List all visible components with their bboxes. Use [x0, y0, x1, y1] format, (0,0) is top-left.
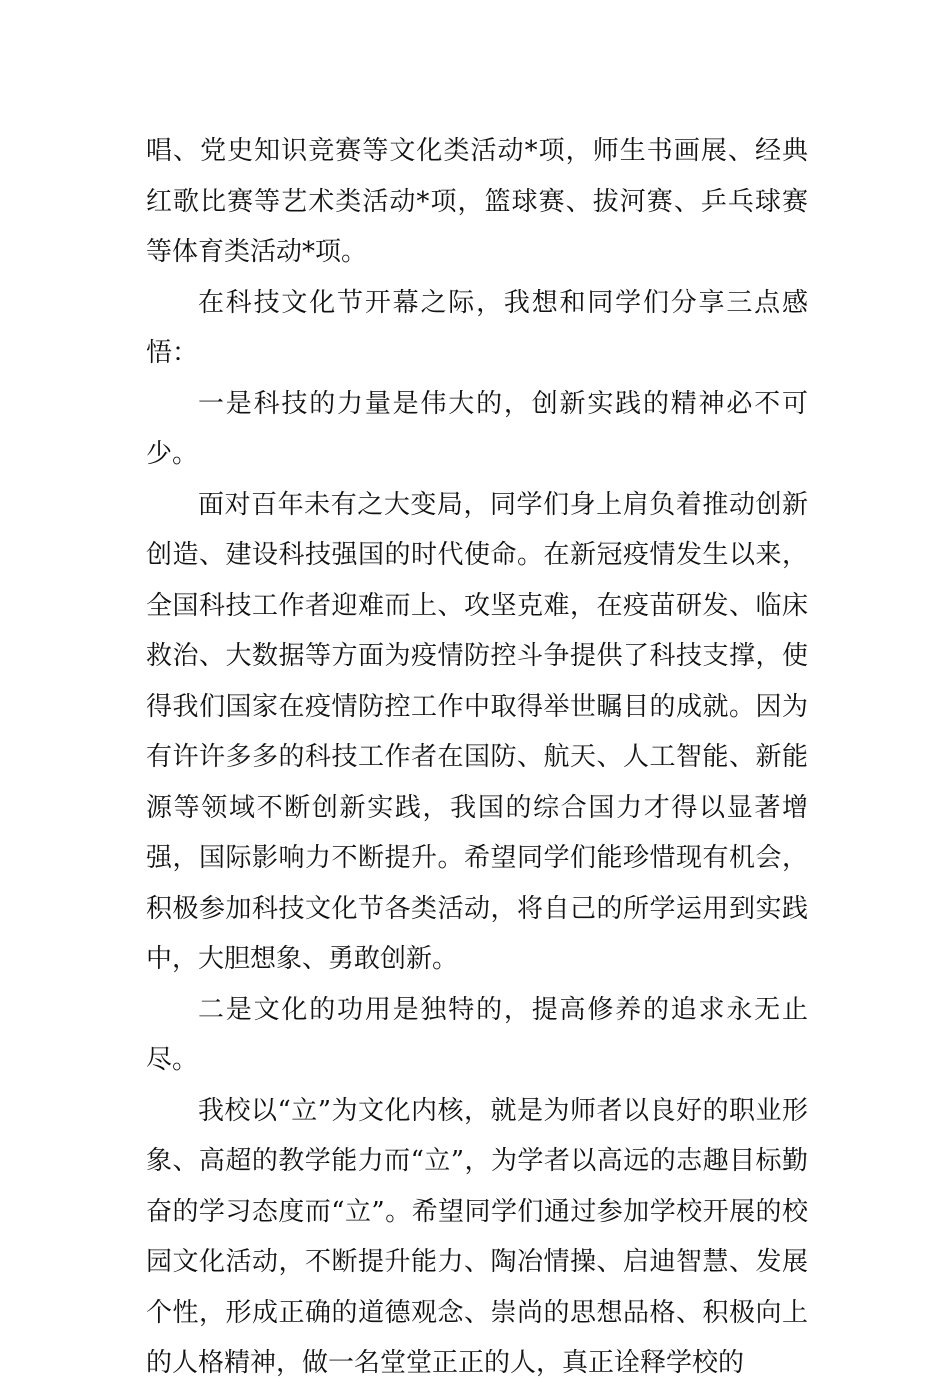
paragraph-6: 我校以“立”为文化内核，就是为师者以良好的职业形象、高超的教学能力而“立”，为学者以高远的志趣目标勤奋的学习态度而“立”。希望同学们通过参加学校开展的校园文化活动，不断提升能力、陶冶情操、启迪智慧、发展个性，形成正确的道德观念、崇尚的思想品格、积极向上的人格精神，做一名堂堂正正的人，真正诠释学校的	[146, 1095, 808, 1378]
paragraph-1: 唱、党史知识竞赛等文化类活动*项，师生书画展、经典红歌比赛等艺术类活动*项，篮球赛、拔河赛、乒乓球赛等体育类活动*项。	[146, 136, 808, 267]
paragraph-5: 二是文化的功用是独特的，提高修养的追求永无止尽。	[146, 994, 808, 1075]
paragraph-2: 在科技文化节开幕之际，我想和同学们分享三点感悟：	[146, 287, 808, 368]
paragraph-4: 面对百年未有之大变局，同学们身上肩负着推动创新创造、建设科技强国的时代使命。在新冠疫情发生以来，全国科技工作者迎难而上、攻坚克难，在疫苗研发、临床救治、大数据等方面为疫情防控斗争提供了科技支撑，使得我们国家在疫情防控工作中取得举世瞩目的成就。因为有许许多多的科技工作者在国防、航天、人工智能、新能源等领域不断创新实践，我国的综合国力才得以显著增强，国际影响力不断提升。希望同学们能珍惜现有机会，积极参加科技文化节各类活动，将自己的所学运用到实践中，大胆想象、勇敢创新。	[146, 489, 808, 974]
paragraph-3: 一是科技的力量是伟大的，创新实践的精神必不可少。	[146, 388, 808, 469]
document-body	[146, 126, 808, 1389]
